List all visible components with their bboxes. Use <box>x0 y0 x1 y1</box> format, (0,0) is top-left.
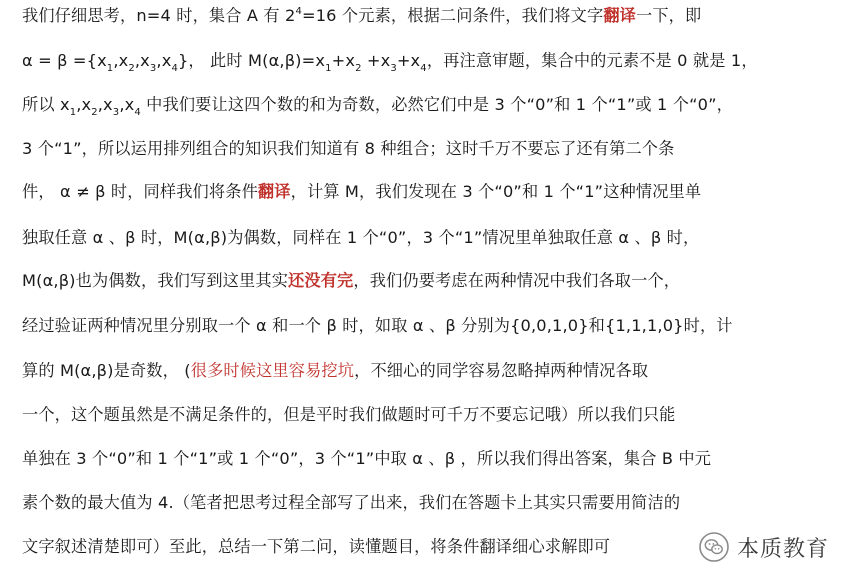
watermark-text: 本质教育 <box>736 536 829 562</box>
highlight-translate-2: 翻译 <box>257 182 291 201</box>
highlight-translate: 翻译 <box>603 6 636 25</box>
text-line-12: 素个数的最大值为 4.（笔者把思考过程全部写了出来，我们在答题卡上其实只需要用简洁的 <box>22 493 681 512</box>
text-line-3: 所以 $x_1,x_2,x_3,x_4$ 中我们要让这四个数的和为奇数，必然它们中是 3 个“0”和 1 个“1”或 1 个“0”， <box>22 95 733 119</box>
highlight-not-finished: 还没有完 <box>288 271 354 290</box>
text-line-9: 算的 M(α,β)是奇数， (很多时候这里容易挖坑，不细心的同学容易忽略掉两种情况各取 <box>22 361 649 380</box>
text-line-4: 3 个“1”，所以运用排列组合的知识我们知道有 8 种组合；这时千万不要忘了还有第二个条 <box>22 139 675 158</box>
text-line-1: 我们仔细思考，n=4 时，集合 A 有 $2^4=16$ 个元素，根据二问条件，我们将文字翻译一下，即 <box>22 5 702 25</box>
highlight-pitfall: 很多时候这里容易挖坑 <box>190 361 355 380</box>
text-line-7: M(α,β)也为偶数，我们写到这里其实还没有完，我们仍要考虑在两种情况中我们各取一个， <box>22 271 681 290</box>
text-line-2: $\alpha = \beta =\{x_1,x_2,x_3,x_4\}$， 此时 $M(\alpha,\beta)=x_1+x_2 +x_3+x_4$，再注意审题，集合中的元素不是 0 就是 1， <box>22 51 758 75</box>
wechat-icon <box>699 532 729 562</box>
watermark <box>695 528 833 566</box>
text-line-13: 文字叙述清楚即可）至此，总结一下第二问，读懂题目，将条件翻译细心求解即可 <box>22 537 611 556</box>
text-line-10: 一个，这个题虽然是不满足条件的，但是平时我们做题时可千万不要忘记哦）所以我们只能 <box>22 405 676 424</box>
text-line-6: 独取任意 α 、β 时，M(α,β)为偶数，同样在 1 个“0”，3 个“1”情况里单独取任意 α 、β 时， <box>22 228 700 247</box>
text-line-5: 件， α ≠ β 时，同样我们将条件翻译，计算 M，我们发现在 3 个“0”和 1 个“1”这种情况里单 <box>22 182 702 201</box>
text-line-8: 经过验证两种情况里分别取一个 α 和一个 β 时，如取 α 、β 分别为{0,0,1,0}和{1,1,1,0}时，计 <box>22 316 733 335</box>
text-line-11: 单独在 3 个“0”和 1 个“1”或 1 个“0”，3 个“1”中取 α 、β ，所以我们得出答案，集合 B 中元 <box>22 449 712 468</box>
